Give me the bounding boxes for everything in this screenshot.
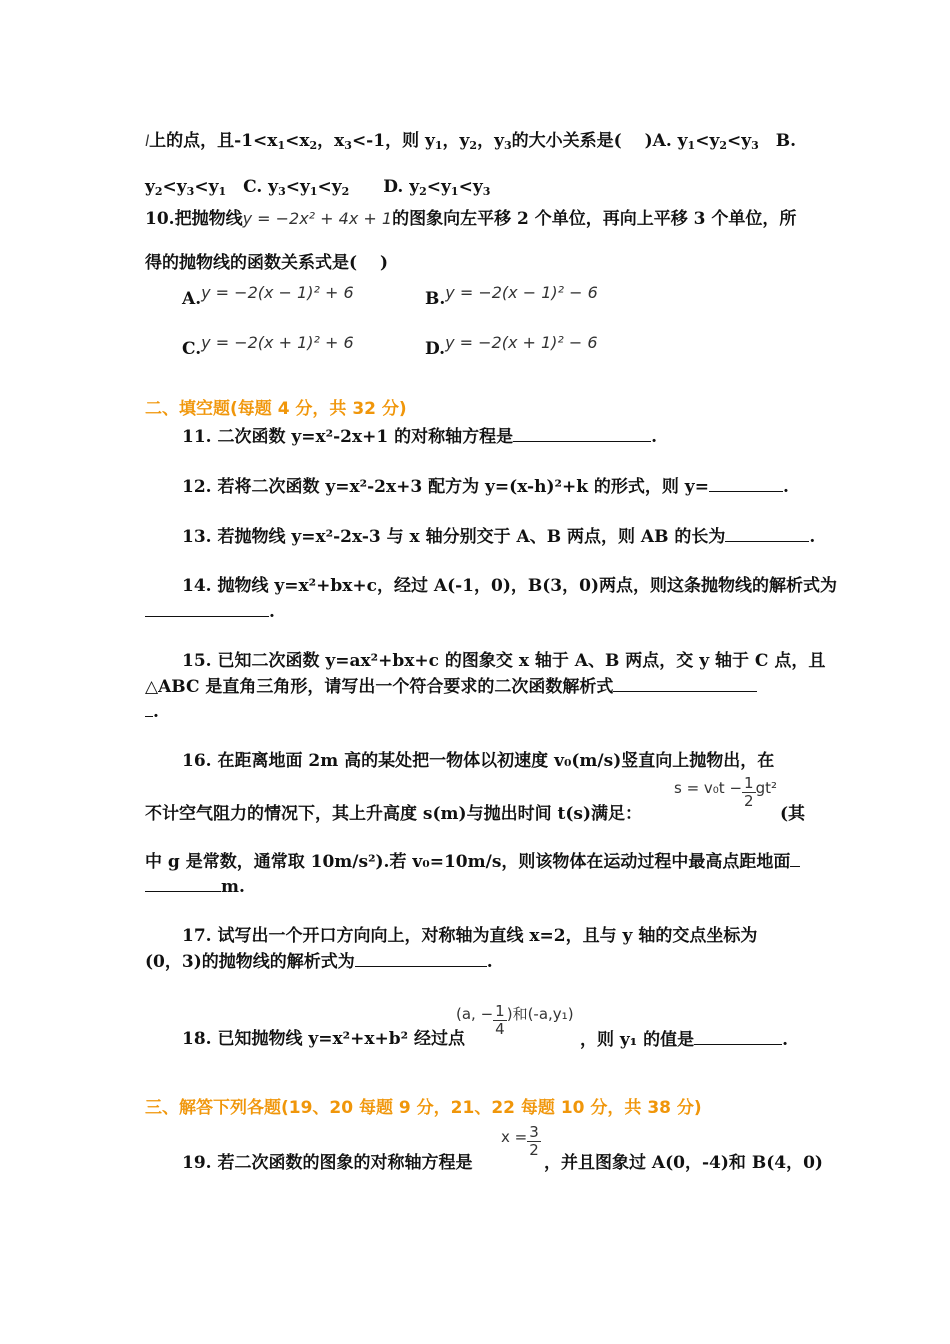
section-2-title: 二、填空题(每题 4 分，共 32 分) bbox=[145, 399, 407, 419]
q16-line1: 16. 在距离地面 2m 高的某处把一物体以初速度 v₀(m/s)竖直向上抛物出，在 bbox=[182, 751, 775, 771]
answer-blank[interactable] bbox=[613, 675, 757, 692]
q18-rest: ，则 y₁ 的值是 . bbox=[580, 1030, 789, 1050]
q15-line1: 15. 已知二次函数 y=ax²+bx+c 的图象交 x 轴于 A、B 两点，交 y 轴于 C 点，且 bbox=[182, 651, 826, 671]
q19-rest: ，并且图象过 A(0，-4)和 B(4，0) bbox=[544, 1153, 823, 1173]
answer-blank[interactable] bbox=[694, 1028, 782, 1045]
l-symbol: l bbox=[145, 132, 150, 150]
q18-text: 18. 已知抛物线 y=x²+x+b² 经过点 bbox=[182, 1029, 465, 1049]
q18-points: (a, − $\frac{1}{4}$ )和(-a,y₁) bbox=[456, 1002, 574, 1038]
q10-line2: 得的抛物线的函数关系式是( ) bbox=[145, 253, 389, 273]
q16-line3: 中 g 是常数，通常取 10m/s²).若 v₀=10m/s，则该物体在运动过程中最高点距地面 bbox=[145, 850, 800, 873]
q19-text: 19. 若二次函数的图象的对称轴方程是 bbox=[182, 1153, 473, 1173]
q9-line2: $y_2<y_3<y_1$ C. $y_3<y_1<y_2$ D. $y_2<y_1<y_3$ bbox=[145, 177, 491, 198]
q16-line4: m. bbox=[145, 875, 245, 898]
q10-line1: 10.把抛物线y = −2x² + 4x + 1的图象向左平移 2 个单位，再向上平移 3 个单位，所 bbox=[145, 209, 797, 229]
q12: 12. 若将二次函数 y=x²-2x+3 配方为 y=(x-h)²+k 的形式，则 y= . bbox=[182, 477, 789, 497]
q14-line2: . bbox=[145, 600, 275, 623]
q19-formula: x = $\frac{3}{2}$ bbox=[501, 1123, 539, 1159]
answer-blank[interactable] bbox=[790, 850, 800, 867]
q10-option-a: A.y = −2(x − 1)² + 6 bbox=[182, 283, 354, 309]
answer-blank-continued[interactable] bbox=[145, 700, 153, 717]
q15-line2: △ABC 是直角三角形，请写出一个符合要求的二次函数解析式 bbox=[145, 675, 757, 698]
answer-blank-continued[interactable] bbox=[145, 875, 221, 892]
q16-line2: 不计空气阻力的情况下，其上升高度 s(m)与抛出时间 t(s)满足： bbox=[145, 804, 642, 824]
q17-line1: 17. 试写出一个开口方向向上，对称轴为直线 x=2，且与 y 轴的交点坐标为 bbox=[182, 926, 758, 946]
answer-blank[interactable] bbox=[513, 425, 651, 442]
answer-blank[interactable] bbox=[725, 525, 809, 542]
q17-line2: (0，3)的抛物线的解析式为 . bbox=[145, 952, 493, 972]
answer-blank[interactable] bbox=[709, 475, 783, 492]
q14-line1: 14. 抛物线 y=x²+bx+c，经过 A(-1，0)，B(3，0)两点，则这条抛物线的解析式为 bbox=[182, 576, 837, 596]
q9-line1: l上的点，且$-1<x_1<x_2$，$x_3<-1$，则 $y_1$，$y_2$，$y_3$的大小关系是( )A. $y_1<y_2<y_3$ B. bbox=[145, 131, 797, 152]
q10-option-b: B.y = −2(x − 1)² − 6 bbox=[425, 283, 598, 309]
answer-blank[interactable] bbox=[145, 600, 269, 617]
q13: 13. 若抛物线 y=x²-2x-3 与 x 轴分别交于 A、B 两点，则 AB 的长为 . bbox=[182, 527, 816, 547]
q16-line2-end: (其 bbox=[780, 804, 806, 824]
answer-blank[interactable] bbox=[355, 950, 487, 967]
section-3-title: 三、解答下列各题(19、20 每题 9 分，21、22 每题 10 分，共 38 分) bbox=[145, 1098, 702, 1118]
q11: 11. 二次函数 y=x²-2x+1 的对称轴方程是 . bbox=[182, 427, 658, 447]
q10-formula: y = −2x² + 4x + 1 bbox=[242, 209, 393, 228]
q10-option-c: C.y = −2(x + 1)² + 6 bbox=[182, 333, 354, 359]
q16-formula: s = v₀t − $\frac{1}{2}$ gt² bbox=[674, 774, 777, 810]
q10-option-d: D.y = −2(x + 1)² − 6 bbox=[425, 333, 598, 359]
q15-line3: . bbox=[145, 700, 159, 723]
